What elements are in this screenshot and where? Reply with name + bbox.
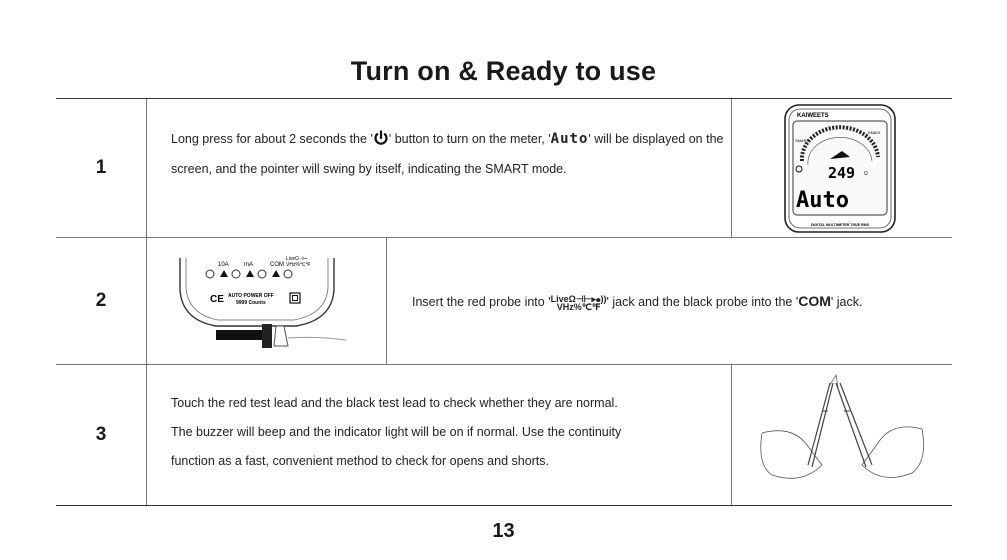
- step-number: 2: [56, 238, 147, 364]
- meter-jacks-image: [146, 238, 387, 364]
- table-row: [56, 365, 952, 505]
- table-row: [56, 238, 952, 365]
- com-jack-label: COM: [798, 293, 831, 309]
- meter-auto-word: Auto: [796, 188, 849, 213]
- svg-text:DIGITAL MULTIMETER TRUE RMS: DIGITAL MULTIMETER TRUE RMS: [810, 223, 870, 227]
- step-number: 3: [56, 365, 147, 505]
- meter-display-image: [731, 99, 953, 237]
- auto-display-glyph: Auto: [550, 131, 589, 147]
- voltage-jack-symbol: LiveΩ⊣⊢▸⦁)) VHz%℃℉: [550, 294, 607, 312]
- page-title: Turn on & Ready to use: [350, 56, 657, 86]
- svg-text:Ω: Ω: [864, 171, 868, 177]
- svg-text:AUTO POWER OFF: AUTO POWER OFF: [228, 293, 274, 299]
- step-text: Long press for about 2 seconds the ' ' button to turn on the meter, 'Auto' will be displayed on the screen, and the pointer will swing by itself, indicating the SMART mode.: [171, 131, 724, 176]
- svg-text:LiveΩ⊣⊢: LiveΩ⊣⊢: [286, 256, 308, 262]
- table-row: [56, 99, 952, 238]
- svg-text:SMART: SMART: [795, 138, 809, 143]
- svg-text:VHz%℃℉: VHz%℃℉: [286, 262, 311, 268]
- svg-text:10A: 10A: [218, 262, 229, 268]
- power-icon: [373, 129, 389, 156]
- meter-brand: KAIWEETS: [797, 113, 829, 119]
- svg-text:CE: CE: [210, 294, 224, 305]
- steps-table: [56, 98, 952, 506]
- svg-text:mA: mA: [244, 262, 253, 268]
- step-number: 1: [56, 99, 147, 237]
- page-number: 13: [492, 520, 515, 542]
- svg-text:9999 Counts: 9999 Counts: [236, 300, 266, 306]
- test-leads-image: [731, 365, 953, 505]
- svg-text:KM601: KM601: [868, 130, 881, 135]
- step-text: Insert the red probe into 'LiveΩ⊣⊢▸⦁)) VHz%℃℉ ' jack and the black probe into the 'COM' jack.: [412, 293, 863, 312]
- meter-reading: 249: [828, 164, 856, 182]
- step-text: Touch the red test lead and the black test lead to check whether they are normal. The buzzer will beep and the indicator light will be on if normal. Use the continuity function as a fast, convenient method to check for opens and shorts.: [171, 396, 622, 468]
- svg-text:COM: COM: [270, 262, 284, 268]
